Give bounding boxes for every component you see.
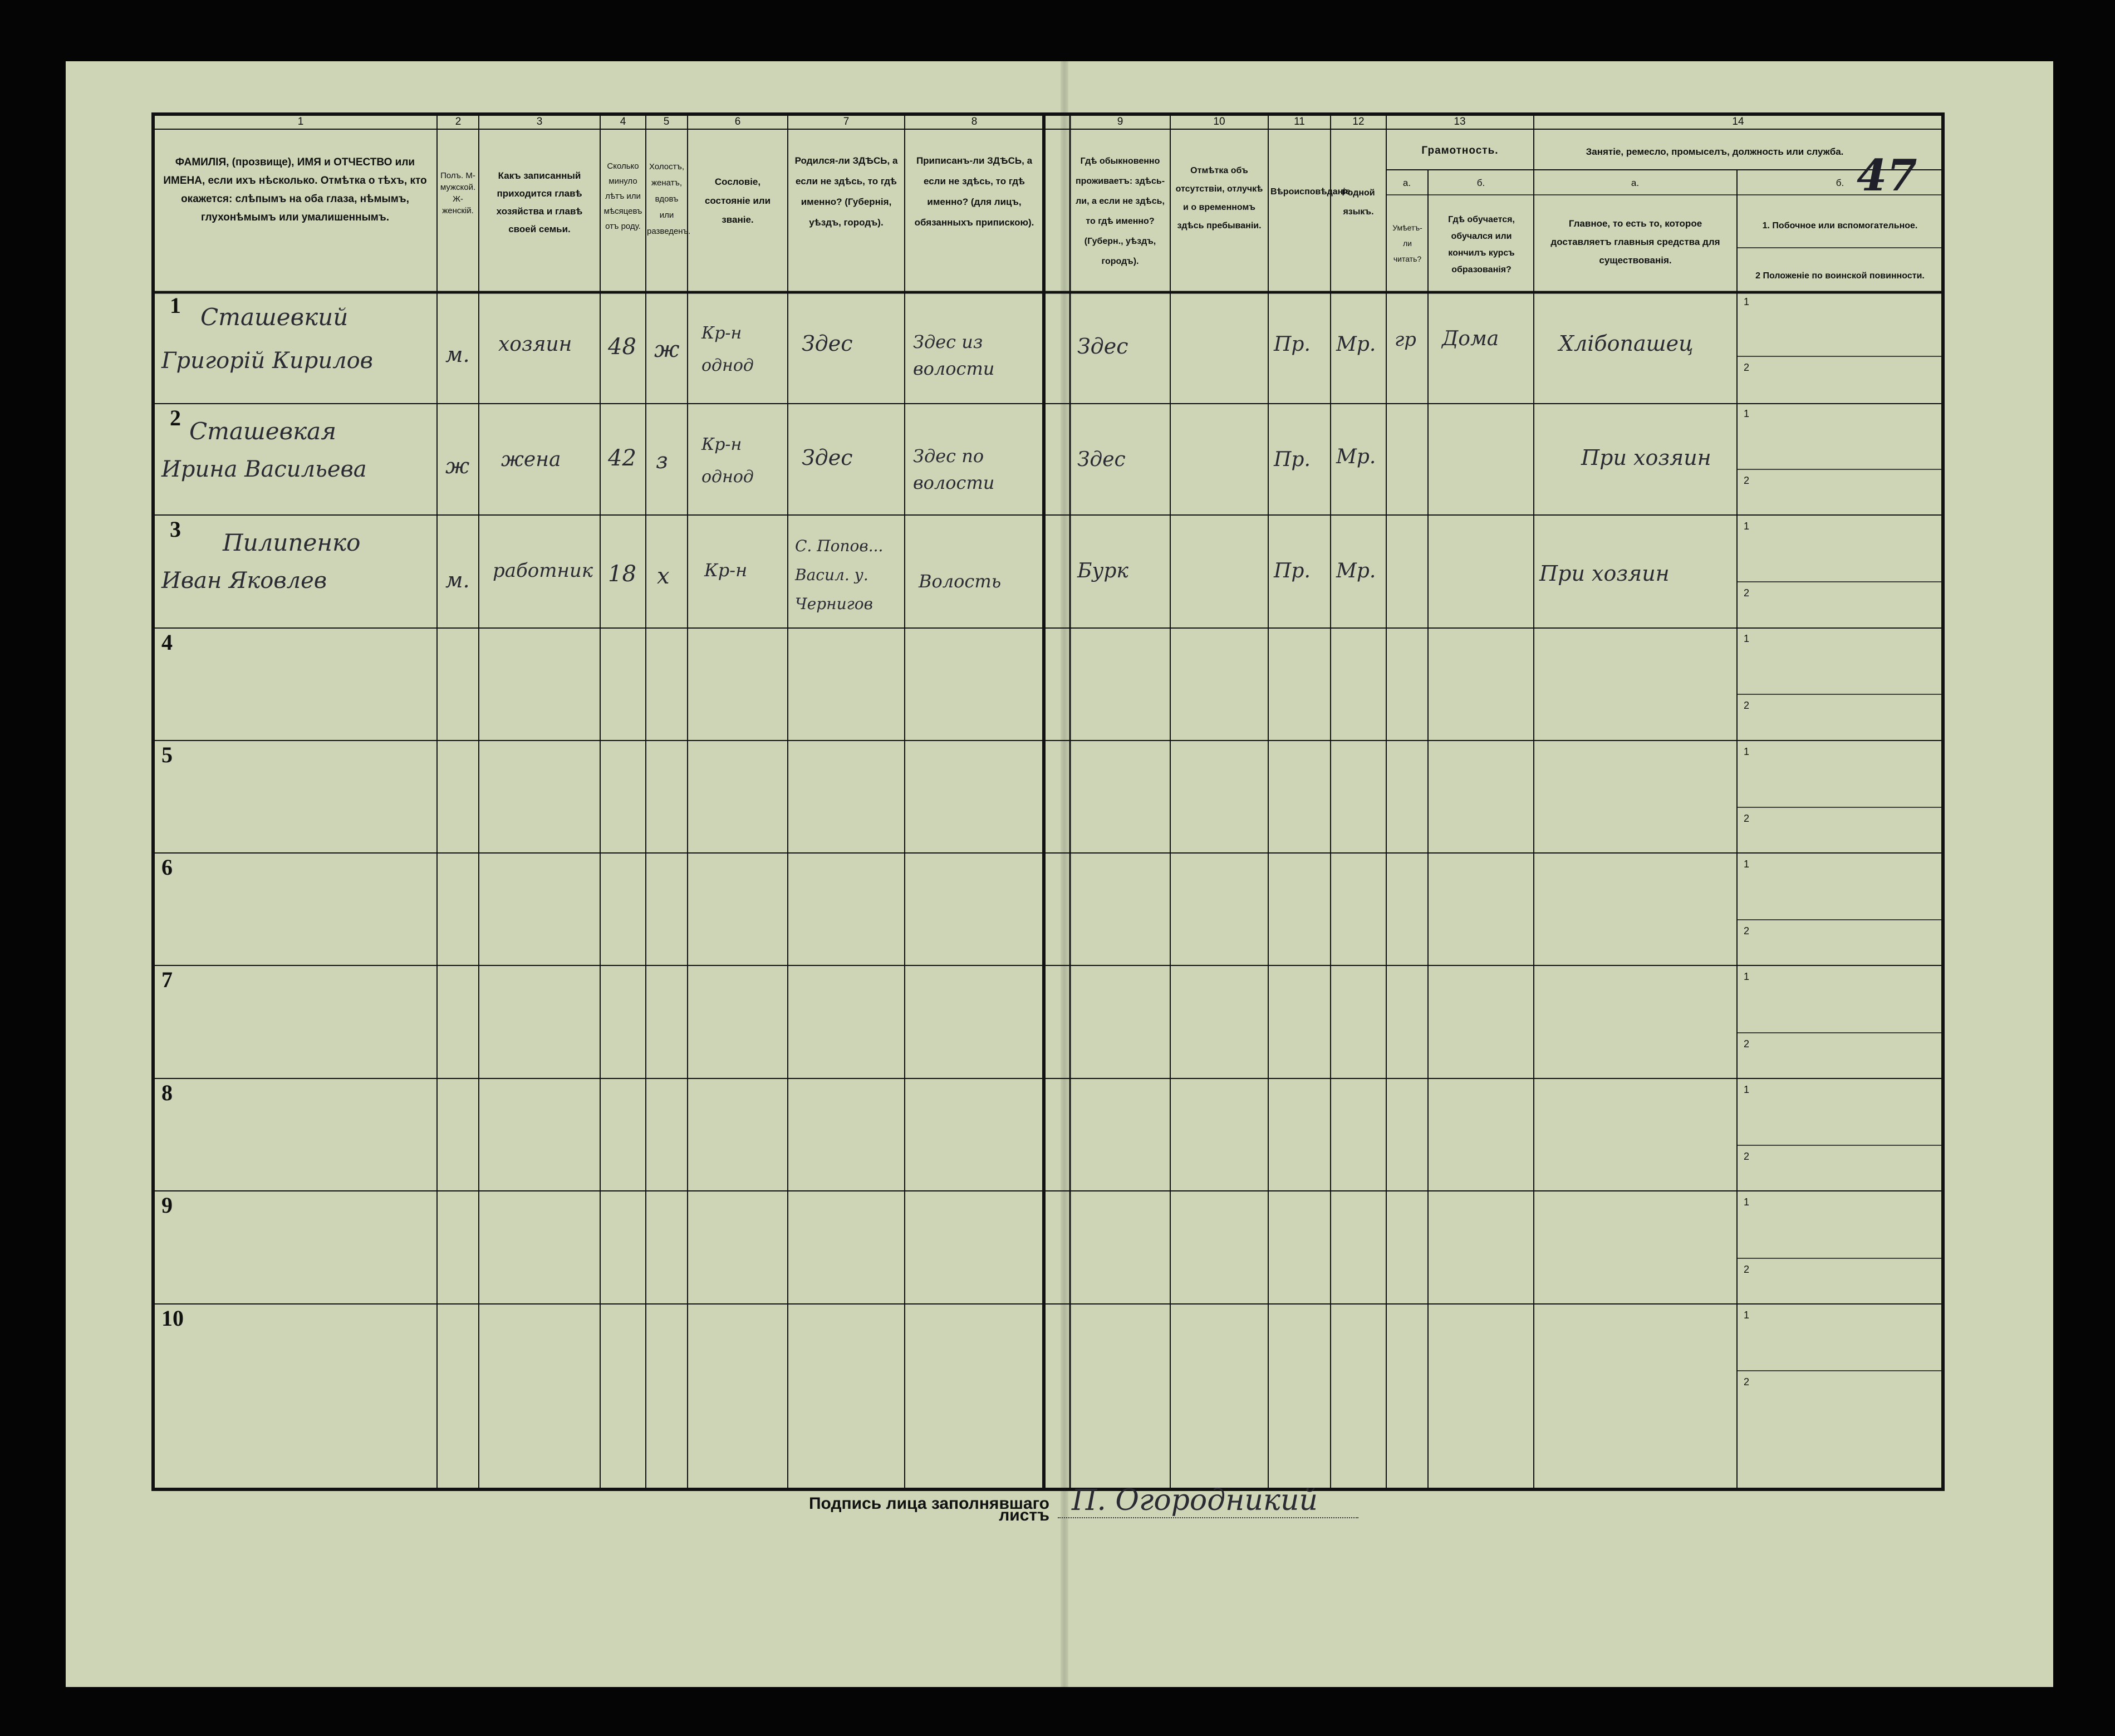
row2-marital: з — [656, 448, 668, 474]
signature-label: Подпись лица заполнявшаго листъ — [808, 1494, 1049, 1524]
row3-name: Иван Яковлев — [161, 568, 327, 594]
row-number: 8 — [161, 1080, 173, 1105]
sub-marker: 2 — [1744, 925, 1750, 936]
col-num-8: 8 — [971, 116, 978, 127]
col-header-age: Сколько минуло лѣтъ или мѣсяцевъ отъ роду. — [603, 161, 642, 231]
col-header-registered: Приписанъ-ли ЗДѢСЬ, а если не здѣсь, то гдѣ именно? (для лицъ, обязанныхъ припискою). — [914, 155, 1034, 228]
row1-born: Здес — [802, 331, 853, 356]
sub-marker: 1 — [1744, 1196, 1750, 1208]
sub-marker: 2 — [1744, 587, 1750, 599]
row1-marital: ж — [654, 337, 680, 362]
row3-surname: Пилипенко — [223, 529, 361, 556]
row2-occupation: При хозяин — [1581, 445, 1711, 470]
row3-relation: работник — [493, 560, 593, 582]
row2-residence: Здес — [1077, 448, 1126, 471]
row1-language: Мр. — [1336, 333, 1376, 356]
row2-religion: Пр. — [1274, 448, 1311, 471]
sub-marker: 1 — [1744, 746, 1750, 757]
col-num-9: 9 — [1117, 116, 1123, 127]
row3-religion: Пр. — [1274, 560, 1311, 582]
row1-registered: Здес из волости — [913, 331, 995, 379]
row2-estate: Кр-н однод — [701, 435, 754, 487]
col-header-education: Гдѣ обучается, обучался или кончилъ курсъ образованія? — [1448, 215, 1515, 274]
sub-marker: 2 — [1744, 362, 1750, 373]
row3-registered: Волость — [919, 571, 1002, 592]
row-number: 4 — [161, 630, 173, 655]
col-header-literacy-b-label: б. — [1476, 178, 1485, 188]
row-number: 10 — [161, 1306, 184, 1331]
col-header-occupation: Занятіе, ремесло, промыселъ, должность или служба. — [1586, 146, 1844, 157]
col-header-estate: Сословіе, состояніе или званіе. — [704, 176, 771, 225]
row3-born: С. Попов... Васил. у. Чернигов — [795, 537, 884, 613]
signature-line — [1058, 1517, 1358, 1518]
col-num-7: 7 — [843, 116, 850, 127]
signature: П. Огородникий — [1072, 1484, 1318, 1517]
row3-sex: м. — [445, 568, 470, 592]
sub-marker: 2 — [1744, 1038, 1750, 1050]
row1-literate: гр — [1395, 328, 1416, 351]
col-num-6: 6 — [734, 116, 741, 127]
col-header-relation: Какъ записанный приходится главѣ хозяйства и главѣ своей семьи. — [496, 170, 583, 234]
col-header-literacy-a-label: а. — [1402, 178, 1411, 188]
sub-marker: 1 — [1744, 521, 1750, 532]
row1-estate: Кр-н однод — [701, 323, 754, 375]
col-header-born: Родился-ли ЗДѢСЬ, а если не здѣсь, то гдѣ именно? (Губернія, уѣздъ, городъ). — [794, 155, 898, 228]
row1-age: 48 — [608, 334, 636, 360]
col-header-main-occupation: Главное, то есть то, которое доставляетъ главныя средства для существованія. — [1550, 218, 1720, 266]
row1-relation: хозяин — [498, 333, 572, 356]
row1-surname: Сташевкий — [200, 303, 349, 331]
col-header-religion: Вѣроисповѣданіе. — [1270, 187, 1353, 197]
sub-marker: 2 — [1744, 1151, 1750, 1162]
row2-relation: жена — [501, 448, 561, 471]
row2-sex: ж — [445, 454, 470, 478]
col-header-occupation-b-label: б. — [1836, 178, 1844, 188]
row-number: 6 — [161, 855, 173, 880]
row1-name: Григорій Кирилов — [161, 348, 373, 374]
row-number: 7 — [161, 967, 173, 992]
sub-marker: 1 — [1744, 408, 1750, 419]
row-number: 2 — [170, 405, 181, 430]
row2-age: 42 — [608, 445, 636, 471]
col-header-military: 2 Положеніе по воинской повинности. — [1755, 271, 1925, 281]
sub-marker: 1 — [1744, 971, 1750, 982]
col-num-12: 12 — [1352, 116, 1365, 127]
sub-marker: 1 — [1744, 859, 1750, 870]
col-num-11: 11 — [1294, 116, 1305, 127]
row-number: 5 — [161, 742, 173, 767]
col-num-14: 14 — [1732, 116, 1744, 127]
col-num-1: 1 — [297, 116, 304, 127]
row1-sex: м. — [445, 342, 470, 367]
sub-marker: 1 — [1744, 1084, 1750, 1095]
sub-marker: 2 — [1744, 475, 1750, 486]
row3-language: Мр. — [1336, 560, 1376, 582]
row3-age: 18 — [608, 561, 636, 587]
row2-registered: Здес по волости — [913, 445, 995, 493]
row3-estate: Кр-н — [704, 560, 748, 581]
col-num-5: 5 — [663, 116, 670, 127]
col-header-absence: Отмѣтка объ отсутствіи, отлучкѣ и о временномъ здѣсь пребываніи. — [1175, 166, 1263, 231]
row3-marital: х — [657, 563, 670, 589]
col-header-can-read: Умѣетъ-ли читать? — [1392, 223, 1422, 263]
sub-marker: 1 — [1744, 633, 1750, 644]
row-number: 1 — [170, 293, 181, 318]
row2-born: Здес — [802, 445, 853, 470]
col-header-sex: Полъ. М-мужской. Ж-женскій. — [440, 171, 476, 215]
sub-marker: 1 — [1744, 1310, 1750, 1321]
row1-religion: Пр. — [1274, 333, 1311, 356]
col-header-literacy: Грамотность. — [1421, 145, 1499, 156]
sub-marker: 2 — [1744, 700, 1750, 711]
row2-surname: Сташевкая — [189, 418, 337, 445]
col-num-2: 2 — [455, 116, 462, 127]
col-header-side-occupation: 1. Побочное или вспомогательное. — [1762, 221, 1918, 231]
row2-language: Мр. — [1336, 445, 1376, 468]
row1-occupation: Хлібопашец — [1559, 331, 1694, 356]
row1-education: Дома — [1442, 327, 1499, 350]
col-num-10: 10 — [1213, 116, 1225, 127]
row2-name: Ирина Васильева — [161, 457, 367, 482]
sub-marker: 2 — [1744, 813, 1750, 824]
row1-residence: Здес — [1077, 334, 1128, 359]
sheet-number: 47 — [1857, 150, 1917, 201]
col-num-3: 3 — [536, 116, 543, 127]
col-header-language: Родной языкъ. — [1342, 188, 1375, 217]
col-header-occupation-a-label: а. — [1631, 178, 1640, 188]
col-num-13: 13 — [1454, 116, 1466, 127]
sub-marker: 1 — [1744, 296, 1750, 307]
col-header-residence: Гдѣ обыкновенно проживаетъ: здѣсь-ли, а если не здѣсь, то гдѣ именно? (Губерн., уѣздъ, городъ). — [1075, 156, 1165, 266]
row-number: 3 — [170, 517, 181, 542]
sub-marker: 2 — [1744, 1376, 1750, 1387]
row-number: 9 — [161, 1193, 173, 1218]
sub-marker: 2 — [1744, 1264, 1750, 1275]
row3-residence: Бурк — [1077, 560, 1128, 582]
col-num-4: 4 — [620, 116, 626, 127]
col-header-marital: Холостъ, женатъ, вдовъ или разведенъ. — [647, 162, 691, 236]
row3-occupation: При хозяин — [1539, 561, 1670, 586]
col-header-name: ФАМИЛІЯ, (прозвище), ИМЯ и ОТЧЕСТВО или ИМЕНА, если ихъ нѣсколько. Отмѣтка о тѣхъ, кто окажется: слѣпымъ на оба глаза, нѣмымъ, глухонѣмымъ или умалишеннымъ. — [163, 156, 427, 223]
